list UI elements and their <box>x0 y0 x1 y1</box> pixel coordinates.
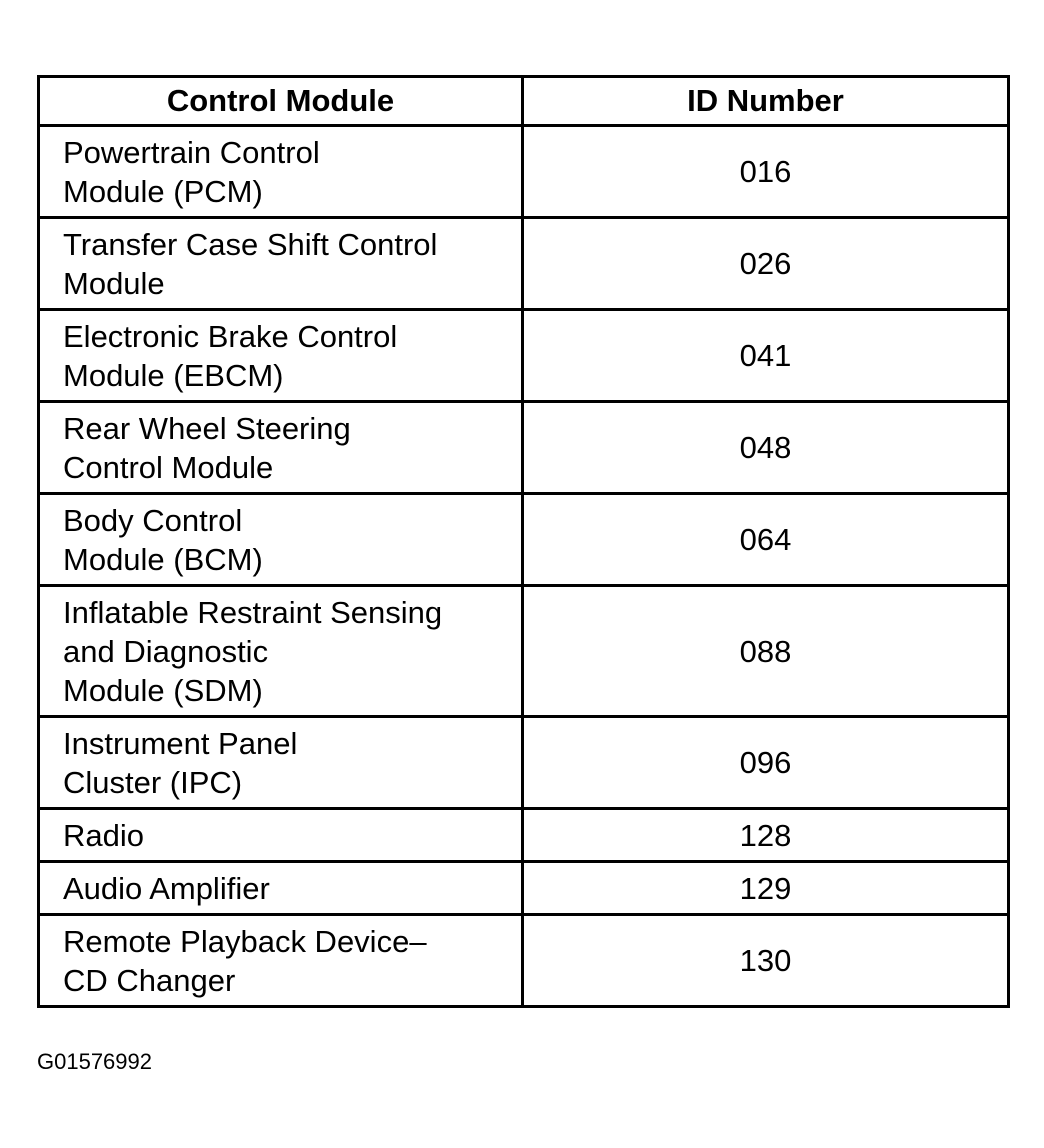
table-row <box>39 310 1009 402</box>
module-name: Instrument Panel Cluster (IPC) <box>39 717 523 809</box>
module-id: 041 <box>523 310 1009 402</box>
module-id: 130 <box>523 915 1009 1007</box>
module-id: 096 <box>523 717 1009 809</box>
module-name: Electronic Brake Control Module (EBCM) <box>39 310 523 402</box>
module-name: Powertrain Control Module (PCM) <box>39 126 523 218</box>
control-module-id-table <box>37 75 1010 1008</box>
module-name: Remote Playback Device– CD Changer <box>39 915 523 1007</box>
table-row <box>39 717 1009 809</box>
module-name: Radio <box>39 809 523 862</box>
table-row <box>39 915 1009 1007</box>
module-id: 129 <box>523 862 1009 915</box>
table-header-row <box>39 77 1009 126</box>
table-row <box>39 809 1009 862</box>
module-name: Audio Amplifier <box>39 862 523 915</box>
module-id: 016 <box>523 126 1009 218</box>
module-name: Body Control Module (BCM) <box>39 494 523 586</box>
header-id-number: ID Number <box>523 77 1009 126</box>
module-id: 088 <box>523 586 1009 717</box>
module-name: Transfer Case Shift Control Module <box>39 218 523 310</box>
module-name: Inflatable Restraint Sensing and Diagnostic Module (SDM) <box>39 586 523 717</box>
table-row <box>39 494 1009 586</box>
table-row <box>39 862 1009 915</box>
module-id: 048 <box>523 402 1009 494</box>
table-row <box>39 126 1009 218</box>
header-control-module: Control Module <box>39 77 523 126</box>
module-id: 128 <box>523 809 1009 862</box>
module-id: 064 <box>523 494 1009 586</box>
figure-id-label: G01576992 <box>37 1049 152 1074</box>
table-row <box>39 218 1009 310</box>
table-row <box>39 402 1009 494</box>
table-row <box>39 586 1009 717</box>
module-name: Rear Wheel Steering Control Module <box>39 402 523 494</box>
module-id: 026 <box>523 218 1009 310</box>
